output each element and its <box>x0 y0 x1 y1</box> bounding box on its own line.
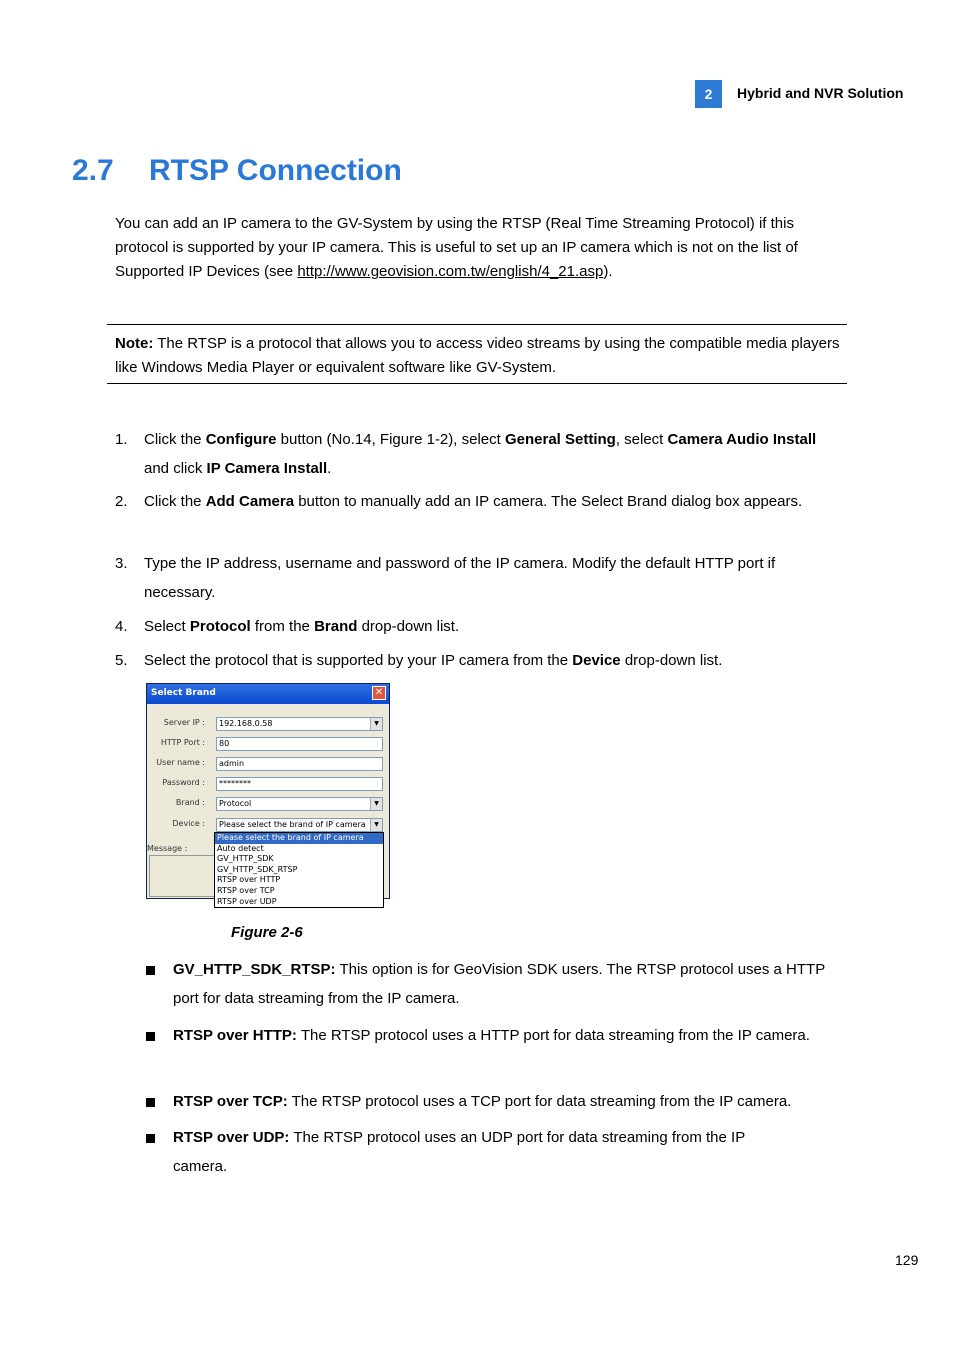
note-label: Note: <box>115 335 154 352</box>
device-option[interactable]: RTSP over UDP <box>217 896 277 906</box>
intro-paragraph <box>115 212 845 284</box>
chevron-down-icon[interactable]: ▼ <box>370 718 382 730</box>
step-text-part: button to manually add an IP camera. The Select Brand dialog box appears. <box>294 493 803 510</box>
bullet-text <box>173 1087 853 1116</box>
square-bullet-icon <box>146 966 155 975</box>
bullet-text <box>173 1123 793 1181</box>
device-dropdown-list <box>214 832 384 908</box>
chevron-down-icon[interactable]: ▼ <box>370 819 382 831</box>
step-text-part: , select <box>615 431 668 448</box>
page-number: 129 <box>895 1252 919 1268</box>
step-text <box>144 612 824 641</box>
http-port-field[interactable]: 80 <box>216 737 383 751</box>
bullet-body: This option is for GeoVision SDK users. The RTSP protocol uses a HTTP port for data streaming from the IP camera. <box>173 961 825 1007</box>
step-number: 4. <box>115 618 128 635</box>
brand-select[interactable] <box>216 797 383 811</box>
step-text-part: Select <box>144 618 190 635</box>
brand-value: Protocol <box>219 799 252 808</box>
close-icon[interactable]: ✕ <box>372 686 386 700</box>
bullet-label: GV_HTTP_SDK_RTSP: <box>173 961 336 978</box>
note-text <box>115 332 843 380</box>
bullet-body: The RTSP protocol uses a TCP port for data streaming from the IP camera. <box>287 1093 792 1110</box>
device-option[interactable]: GV_HTTP_SDK_RTSP <box>217 864 298 874</box>
step-text-part: . <box>327 460 332 477</box>
device-option[interactable]: RTSP over HTTP <box>217 875 281 885</box>
chapter-number-badge: 2 <box>695 80 722 108</box>
step-text-part: button (No.14, Figure 1-2), select <box>276 431 505 448</box>
intro-text-end: ). <box>603 263 613 280</box>
square-bullet-icon <box>146 1098 155 1107</box>
supported-devices-link[interactable]: http://www.geovision.com.tw/english/4_21.asp <box>297 263 604 280</box>
step-number: 1. <box>115 431 128 448</box>
step-text-part: Click the <box>144 493 206 510</box>
note-box <box>107 324 847 384</box>
bullet-text <box>173 955 843 1013</box>
bullet-body: The RTSP protocol uses an UDP port for data streaming from the IP camera. <box>173 1129 745 1175</box>
square-bullet-icon <box>146 1134 155 1143</box>
step-number: 2. <box>115 493 128 510</box>
add-camera-term: Add Camera <box>205 493 295 510</box>
step-text <box>144 646 824 675</box>
bullet-text <box>173 1021 843 1050</box>
square-bullet-icon <box>146 1032 155 1041</box>
step-text-part: and click <box>144 460 207 477</box>
user-name-field[interactable]: admin <box>216 757 383 771</box>
camera-audio-install-term: Camera Audio Install <box>667 431 817 448</box>
step-text-part: Click the <box>144 431 206 448</box>
device-option[interactable]: Please select the brand of IP camera <box>215 833 383 844</box>
bullet-label: RTSP over UDP: <box>173 1129 290 1146</box>
brand-term: Brand <box>314 618 358 635</box>
message-box <box>149 855 215 897</box>
step-text-part: drop-down list. <box>357 618 460 635</box>
device-term: Device <box>572 652 621 669</box>
dialog-title: Select Brand <box>151 688 216 698</box>
device-option[interactable]: GV_HTTP_SDK <box>217 854 274 864</box>
server-ip-value: 192.168.0.58 <box>219 719 273 728</box>
general-setting-term: General Setting <box>504 431 616 448</box>
section-title: RTSP Connection <box>149 154 402 187</box>
step-text <box>144 487 824 516</box>
figure-caption: Figure 2-6 <box>231 924 303 941</box>
configure-term: Configure <box>205 431 277 448</box>
device-value: Please select the brand of IP camera <box>219 820 366 829</box>
section-number: 2.7 <box>72 154 114 187</box>
brand-label: Brand : <box>175 798 205 807</box>
bullet-body: The RTSP protocol uses a HTTP port for data streaming from the IP camera. <box>296 1027 810 1044</box>
step-number: 5. <box>115 652 128 669</box>
device-select[interactable] <box>216 818 383 832</box>
bullet-label: RTSP over TCP: <box>173 1093 288 1110</box>
step-text-part: Type the IP address, username and password of the IP camera. Modify the default HTTP port if necessary. <box>144 555 776 601</box>
device-label: Device : <box>172 819 205 828</box>
protocol-term: Protocol <box>189 618 251 635</box>
user-name-label: User name : <box>156 758 205 767</box>
http-port-label: HTTP Port : <box>160 738 205 747</box>
note-body: The RTSP is a protocol that allows you to access video streams by using the compatible media players like Windows Media Player or equivalent software like GV-System. <box>115 335 840 376</box>
dialog-titlebar[interactable] <box>147 684 389 704</box>
section-heading <box>72 154 402 188</box>
step-text-part: drop-down list. <box>620 652 723 669</box>
server-ip-label: Server IP : <box>163 718 205 727</box>
step-text <box>144 549 824 607</box>
intro-text: You can add an IP camera to the GV-System by using the RTSP (Real Time Streaming Protocol) if this protocol is supported by your IP camera. This is useful to set up an IP camera which is not on the list of Supported IP Devices (see <box>115 215 798 280</box>
password-label: Password : <box>162 778 205 787</box>
chapter-title: Hybrid and NVR Solution <box>737 85 904 101</box>
device-option[interactable]: Auto detect <box>217 843 264 853</box>
device-option[interactable]: RTSP over TCP <box>217 885 275 895</box>
step-text-part: from the <box>250 618 315 635</box>
bullet-label: RTSP over HTTP: <box>173 1027 297 1044</box>
server-ip-select[interactable] <box>216 717 383 731</box>
message-label: Message : <box>147 844 188 853</box>
password-field[interactable]: ******** <box>216 777 383 791</box>
chevron-down-icon[interactable]: ▼ <box>370 798 382 810</box>
step-text <box>144 425 824 483</box>
ip-camera-install-term: IP Camera Install <box>206 460 328 477</box>
step-number: 3. <box>115 555 128 572</box>
step-text-part: Select the protocol that is supported by your IP camera from the <box>144 652 573 669</box>
